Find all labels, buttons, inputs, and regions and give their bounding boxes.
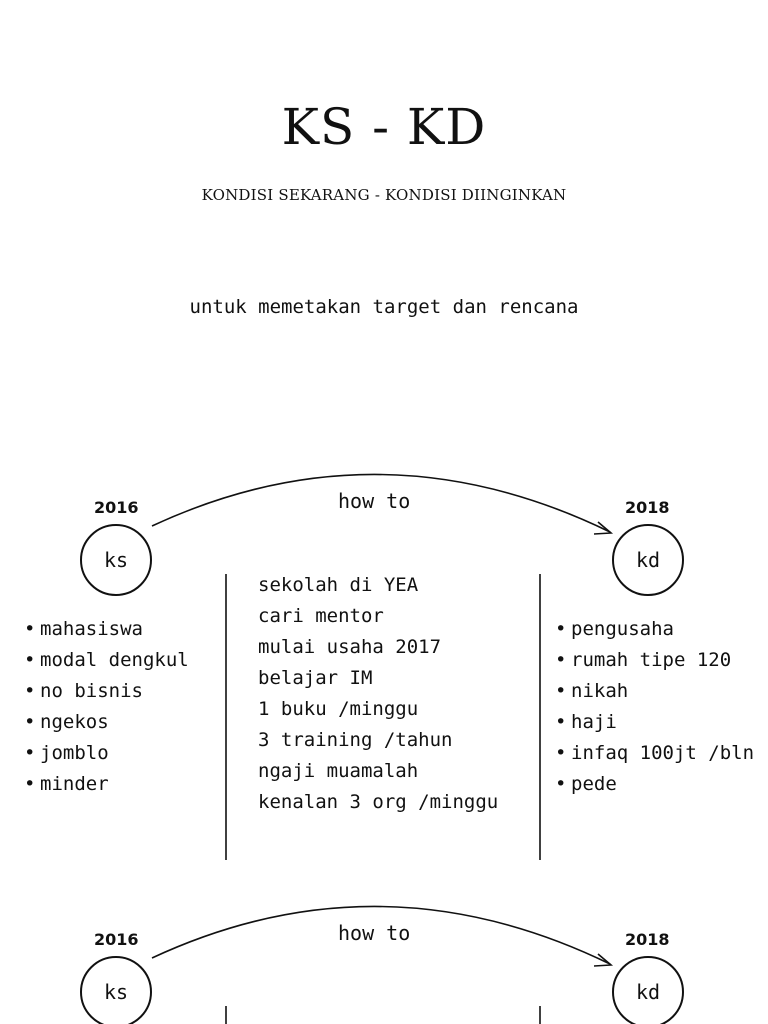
list-item: kenalan 3 org /minggu xyxy=(258,791,499,813)
tagline: untuk memetakan target dan rencana xyxy=(189,296,579,318)
list-item: • no bisnis xyxy=(24,676,189,707)
list-item: 3 training /tahun xyxy=(258,729,453,751)
list-item: • modal dengkul xyxy=(24,645,189,676)
list-item: • jomblo xyxy=(24,738,189,769)
year-start-label: 2016 xyxy=(94,930,139,949)
how-to-steps-list xyxy=(258,570,498,818)
kd-circle: kd xyxy=(612,524,684,596)
page-title: KS - KD xyxy=(281,98,487,156)
year-start-label: 2016 xyxy=(94,498,139,517)
list-item: • infaq 100jt /bln xyxy=(555,738,754,769)
list-item: • ngekos xyxy=(24,707,189,738)
list-item: • pede xyxy=(555,769,754,800)
list-item: mulai usaha 2017 xyxy=(258,636,442,658)
list-item: • haji xyxy=(555,707,754,738)
year-end-label: 2018 xyxy=(625,930,670,949)
ks-kd-diagram-1 xyxy=(0,470,768,870)
ks-circle: ks xyxy=(80,956,152,1024)
desired-condition-list xyxy=(555,614,754,800)
list-item: • nikah xyxy=(555,676,754,707)
list-item: • rumah tipe 120 xyxy=(555,645,754,676)
how-to-label: how to xyxy=(338,921,411,945)
page-subtitle: KONDISI SEKARANG - KONDISI DIINGINKAN xyxy=(201,186,567,204)
current-condition-list xyxy=(24,614,189,800)
ks-kd-diagram-2 xyxy=(0,902,768,1024)
list-item: cari mentor xyxy=(258,605,384,627)
list-item: 1 buku /minggu xyxy=(258,698,419,720)
list-item: belajar IM xyxy=(258,667,373,689)
list-item: • pengusaha xyxy=(555,614,754,645)
list-item: • mahasiswa xyxy=(24,614,189,645)
how-to-label: how to xyxy=(338,489,411,513)
list-item: • minder xyxy=(24,769,189,800)
ks-circle: ks xyxy=(80,524,152,596)
list-item: sekolah di YEA xyxy=(258,574,419,596)
list-item: ngaji muamalah xyxy=(258,760,419,782)
kd-circle: kd xyxy=(612,956,684,1024)
year-end-label: 2018 xyxy=(625,498,670,517)
